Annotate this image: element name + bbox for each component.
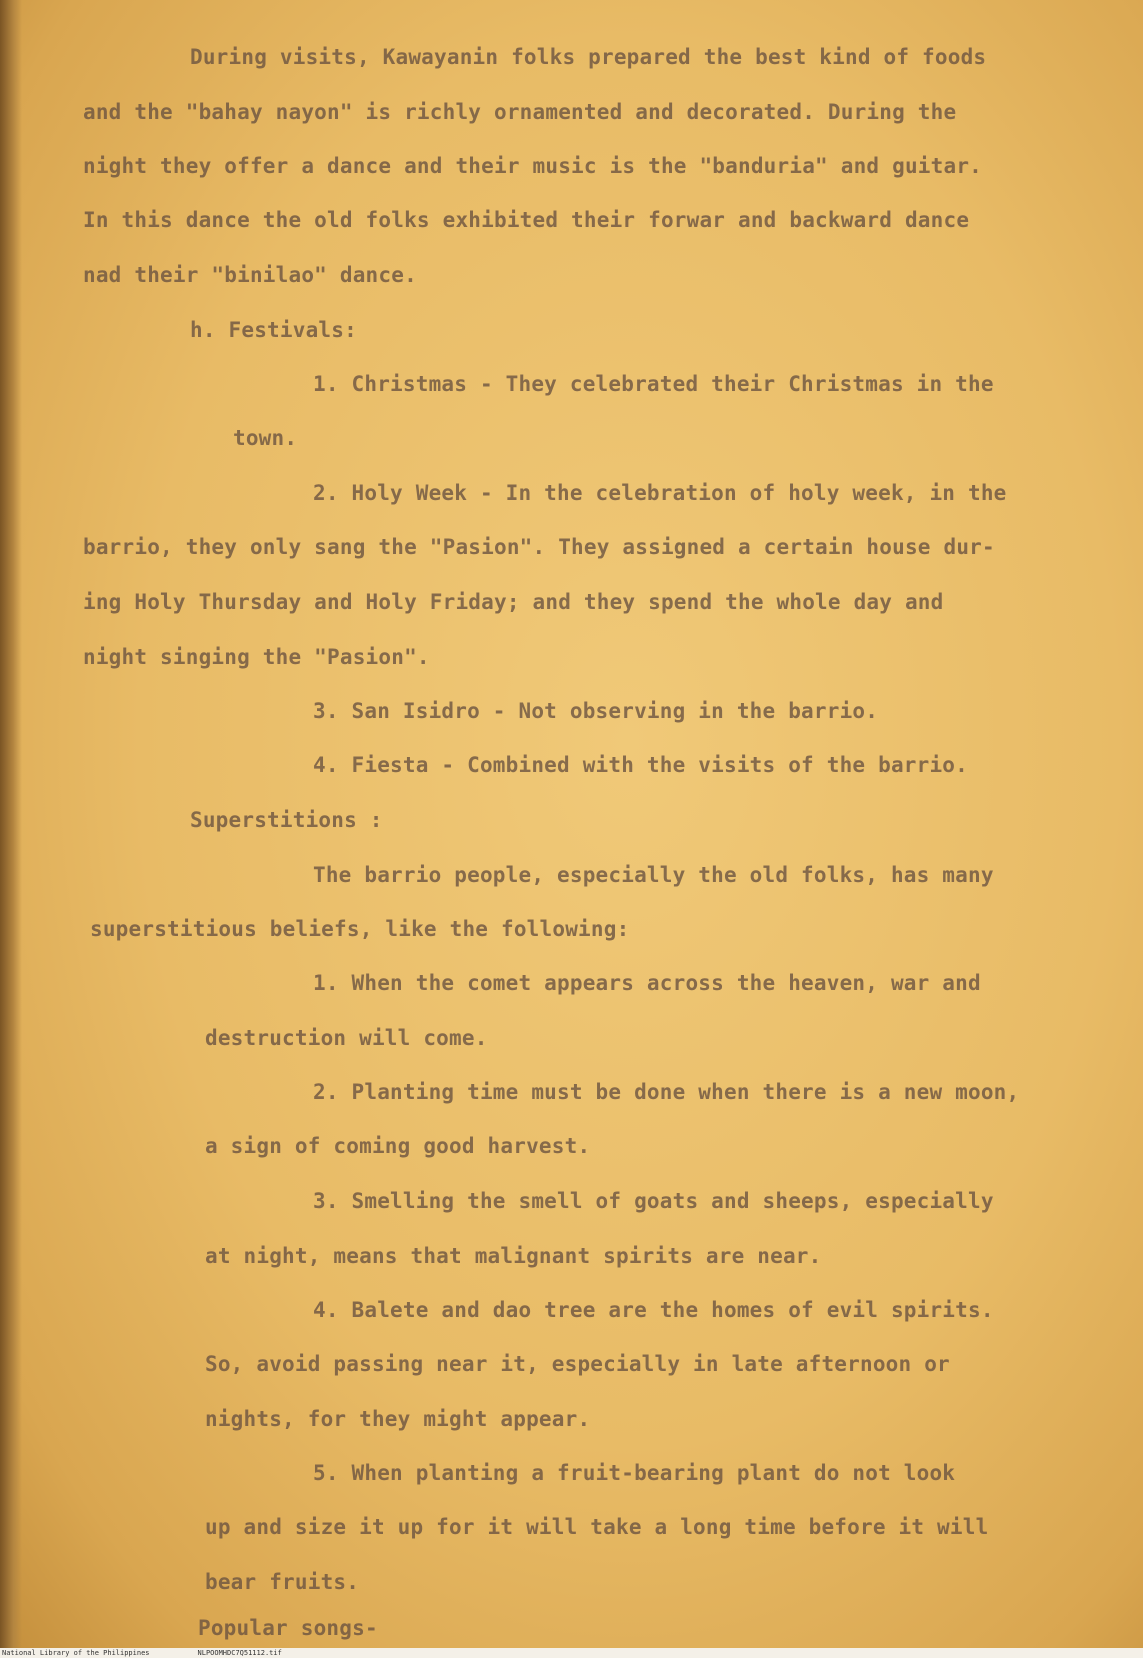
text-line: 1. When the comet appears across the heaven, war and	[313, 971, 981, 995]
text-line: 3. San Isidro - Not observing in the barrio.	[313, 699, 879, 723]
text-line: night singing the "Pasion".	[83, 645, 430, 669]
text-line: 2. Planting time must be done when there is a new moon,	[313, 1080, 1020, 1104]
text-line: and the "bahay nayon" is richly ornamented and decorated. During the	[83, 100, 957, 124]
section-heading: Superstitions :	[190, 808, 383, 832]
text-line: 3. Smelling the smell of goats and sheeps, especially	[313, 1189, 994, 1213]
text-line: In this dance the old folks exhibited their forwar and backward dance	[83, 208, 970, 232]
scan-footer	[0, 1648, 1143, 1658]
text-line: destruction will come.	[205, 1026, 488, 1050]
text-line: at night, means that malignant spirits are near.	[205, 1244, 822, 1268]
text-line: 1. Christmas - They celebrated their Christmas in the	[313, 372, 994, 396]
text-line: superstitious beliefs, like the following:	[90, 917, 630, 941]
text-line: a sign of coming good harvest.	[205, 1134, 591, 1158]
text-line: up and size it up for it will take a long time before it will	[205, 1515, 989, 1539]
scan-filename: NLPOOMHDC7Q51112.tif	[197, 1649, 282, 1657]
text-line: 4. Fiesta - Combined with the visits of the barrio.	[313, 753, 968, 777]
section-heading: h. Festivals:	[190, 318, 357, 342]
section-heading: Popular songs-	[198, 1616, 378, 1640]
text-line: 2. Holy Week - In the celebration of holy week, in the	[313, 481, 1007, 505]
text-line: barrio, they only sang the "Pasion". They assigned a certain house dur-	[83, 535, 995, 559]
page-binding-edge	[0, 0, 22, 1648]
text-line: The barrio people, especially the old folks, has many	[313, 863, 994, 887]
text-line: So, avoid passing near it, especially in late afternoon or	[205, 1352, 950, 1376]
text-line: night they offer a dance and their music is the "banduria" and guitar.	[83, 154, 983, 178]
text-line: ing Holy Thursday and Holy Friday; and they spend the whole day and	[83, 590, 944, 614]
text-line: nad their "binilao" dance.	[83, 263, 417, 287]
text-line: town.	[233, 426, 298, 450]
library-credit: National Library of the Philippines	[2, 1649, 150, 1657]
text-line: 4. Balete and dao tree are the homes of evil spirits.	[313, 1298, 994, 1322]
text-line: bear fruits.	[205, 1570, 360, 1594]
text-line: During visits, Kawayanin folks prepared the best kind of foods	[190, 45, 987, 69]
text-line: nights, for they might appear.	[205, 1407, 591, 1431]
text-line: 5. When planting a fruit-bearing plant do not look	[313, 1461, 956, 1485]
